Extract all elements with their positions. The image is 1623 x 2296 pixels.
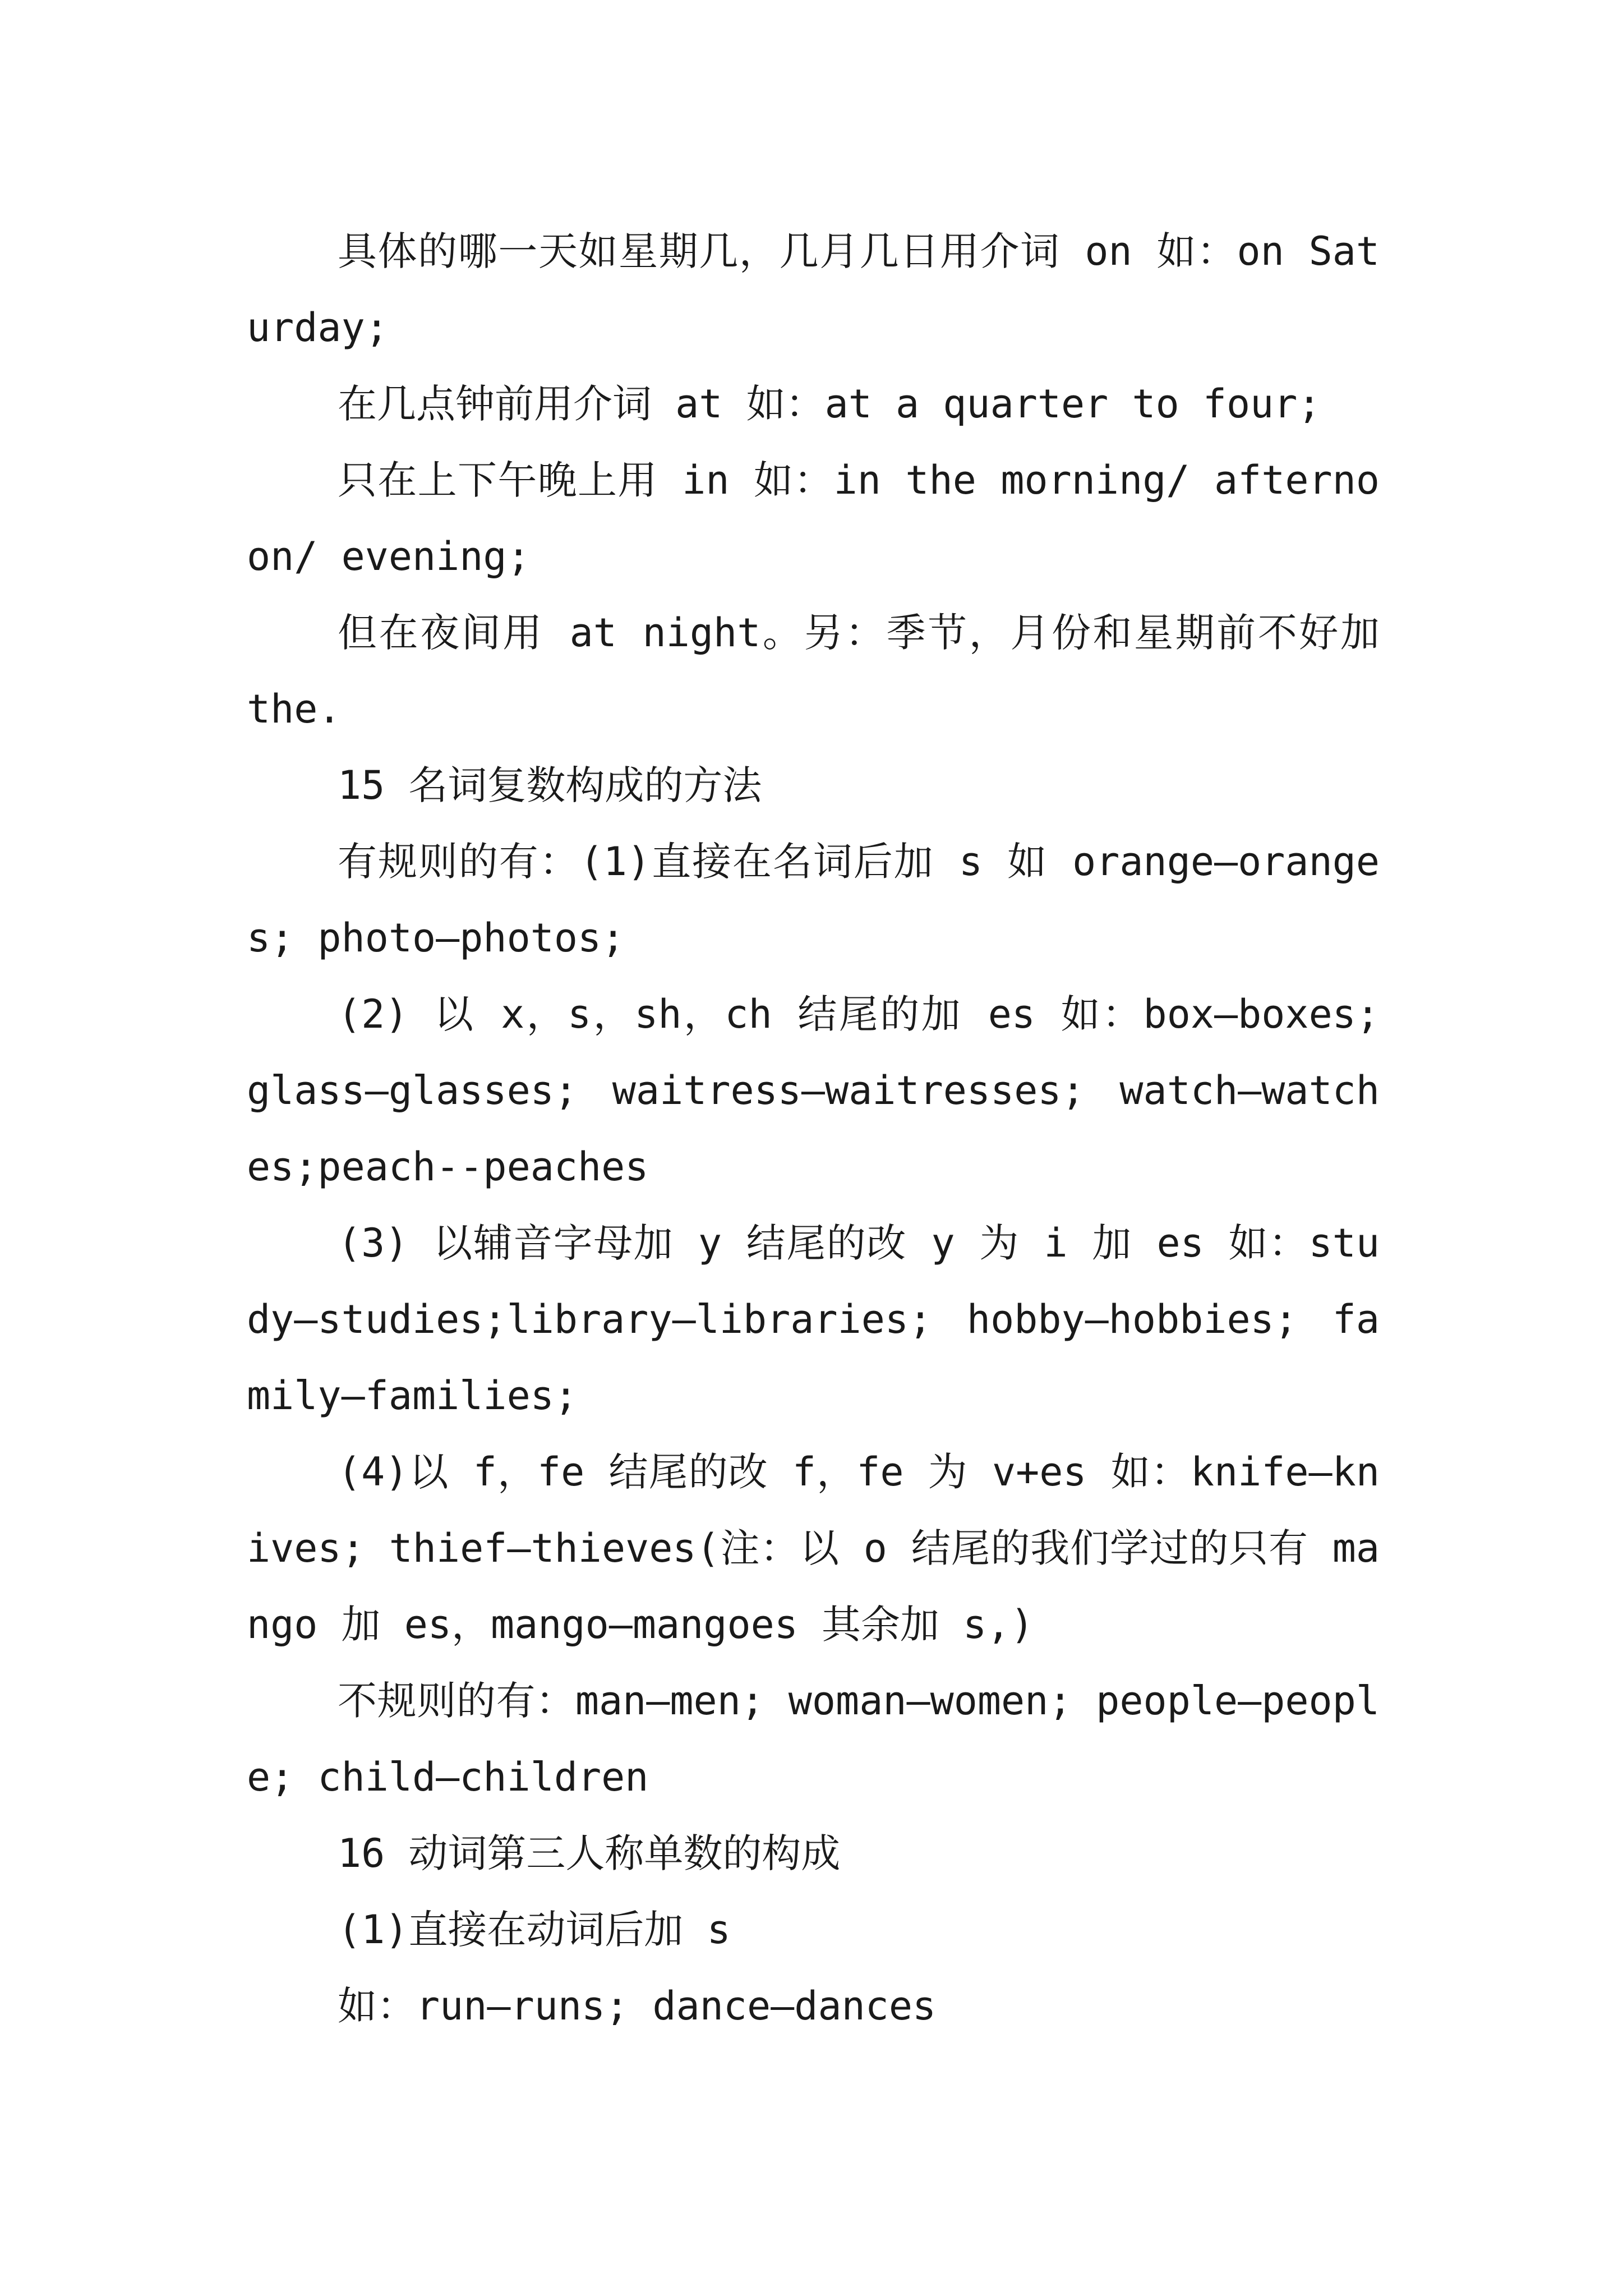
paragraph-verb-rule-1: (1)直接在动词后加 s (338, 1907, 731, 1953)
paragraph-night-usage: 但在夜间用 at night。另：季节，月份和星期前不好加 the. (247, 610, 1380, 732)
paragraph-rule-1: 有规则的有：(1)直接在名词后加 s 如 orange—oranges; photo—photos; (247, 839, 1380, 961)
paragraph-rule-2: (2) 以 x，s，sh，ch 结尾的加 es 如：box—boxes; glass—glasses; waitress—waitresses; watch—watches;peach--peaches (247, 991, 1380, 1190)
paragraph-at-usage: 在几点钟前用介词 at 如：at a quarter to four; (338, 381, 1321, 427)
paragraph-in-usage: 只在上下午晚上用 in 如：in the morning/ afternoon/ evening; (247, 457, 1380, 579)
paragraph-verb-example: 如：run—runs; dance—dances (338, 1983, 937, 2029)
document-page (247, 213, 1380, 2044)
paragraph-rule-3: (3) 以辅音字母加 y 结尾的改 y 为 i 加 es 如：study—studies;library—libraries; hobby—hobbies; family—families; (247, 1220, 1380, 1419)
paragraph-rule-4: (4)以 f，fe 结尾的改 f，fe 为 v+es 如：knife—knives; thief—thieves(注：以 o 结尾的我们学过的只有 mango 加 es，mango—mangoes 其余加 s,) (247, 1449, 1380, 1648)
paragraph-irregular: 不规则的有：man—men; woman—women; people—people; child—children (247, 1678, 1380, 1800)
paragraph-on-usage: 具体的哪一天如星期几，几月几日用介词 on 如：on Saturday; (247, 228, 1380, 351)
section-heading-15: 15 名词复数构成的方法 (338, 762, 762, 808)
section-heading-16: 16 动词第三人称单数的构成 (338, 1830, 841, 1876)
